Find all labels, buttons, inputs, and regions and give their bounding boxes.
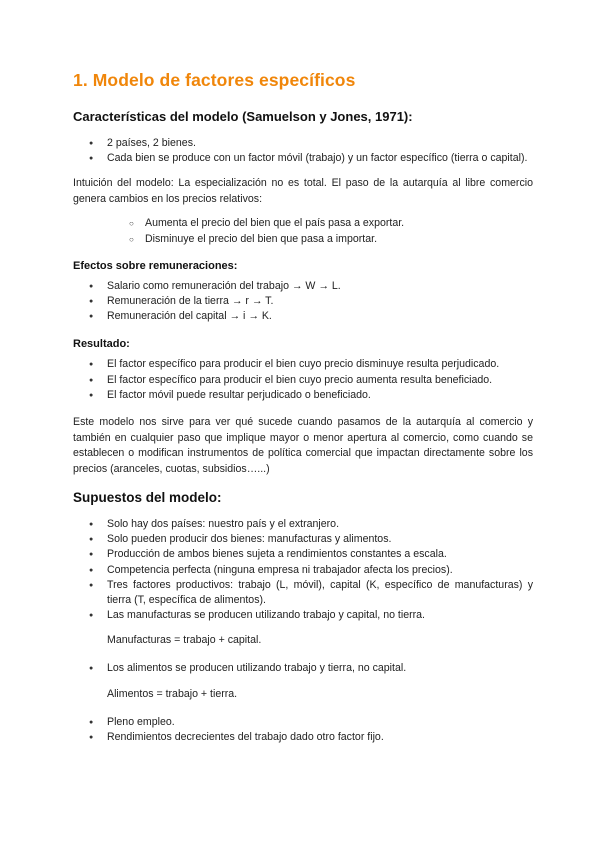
list-item: ● El factor específico para producir el bien cuyo precio aumenta resulta beneficiado. xyxy=(73,373,533,388)
list-item: ● Pleno empleo. xyxy=(73,715,533,730)
list-item: ● Las manufacturas se producen utilizando trabajo y capital, no tierra. xyxy=(73,608,533,623)
supuestos-heading: Supuestos del modelo: xyxy=(73,490,222,506)
supuestos-list xyxy=(73,517,533,623)
list-item: ● Salario como remuneración del trabajo → W → L. xyxy=(73,279,533,294)
list-item: ● Rendimientos decrecientes del trabajo dado otro factor fijo. xyxy=(73,730,533,745)
modelo-paragraph: Este modelo nos sirve para ver qué sucede cuando pasamos de la autarquía al comercio y también en cualquier paso que implique mayor o menor apertura al comercio, como cuando se establecen o modifican instrumentos de política comercial que impactan directamente sobre los precios (aranceles, cuotas, subsidios…...) xyxy=(73,416,533,475)
supuestos-list-final xyxy=(73,715,533,745)
list-item: ● Remuneración de la tierra → r → T. xyxy=(73,294,533,309)
supuestos-list-alimentos xyxy=(73,661,533,676)
list-item: ● Solo pueden producir dos bienes: manufacturas y alimentos. xyxy=(73,532,533,547)
list-item: ● Producción de ambos bienes sujeta a rendimientos constantes a escala. xyxy=(73,547,533,562)
intuicion-sublist xyxy=(73,216,533,246)
list-item: ● El factor móvil puede resultar perjudicado o beneficiado. xyxy=(73,388,533,403)
list-item: ● 2 países, 2 bienes. xyxy=(73,136,533,151)
list-item: ● Los alimentos se producen utilizando trabajo y tierra, no capital. xyxy=(73,661,533,676)
resultado-heading: Resultado: xyxy=(73,338,130,351)
caracteristicas-list xyxy=(73,136,533,166)
formula-alimentos: Alimentos = trabajo + tierra. xyxy=(107,687,238,700)
formula-manufacturas: Manufacturas = trabajo + capital. xyxy=(107,634,262,647)
list-item: ● El factor específico para producir el bien cuyo precio disminuye resulta perjudicado. xyxy=(73,357,533,372)
efectos-list xyxy=(73,279,533,325)
section-title: 1. Modelo de factores específicos xyxy=(73,70,356,90)
list-item: ● Cada bien se produce con un factor móvil (trabajo) y un factor específico (tierra o capital). xyxy=(73,151,533,166)
caracteristicas-heading: Características del modelo (Samuelson y Jones, 1971): xyxy=(73,109,413,124)
sublist-item: ○ Aumenta el precio del bien que el país pasa a exportar. xyxy=(73,216,533,231)
list-item: ● Competencia perfecta (ninguna empresa ni trabajador afecta los precios). xyxy=(73,563,533,578)
list-item: ● Solo hay dos países: nuestro país y el extranjero. xyxy=(73,517,533,532)
list-item: ● Remuneración del capital → i → K. xyxy=(73,309,533,324)
resultado-list xyxy=(73,357,533,403)
document-content xyxy=(73,70,533,745)
sublist-item: ○ Disminuye el precio del bien que pasa a importar. xyxy=(73,232,533,247)
intuicion-paragraph: Intuición del modelo: La especialización no es total. El paso de la autarquía al libre comercio genera cambios en los precios relativos: xyxy=(73,177,533,205)
list-item: ● Tres factores productivos: trabajo (L, móvil), capital (K, específico de manufacturas) y tierra (T, específica de alimentos). xyxy=(73,578,533,608)
efectos-heading: Efectos sobre remuneraciones: xyxy=(73,259,238,272)
